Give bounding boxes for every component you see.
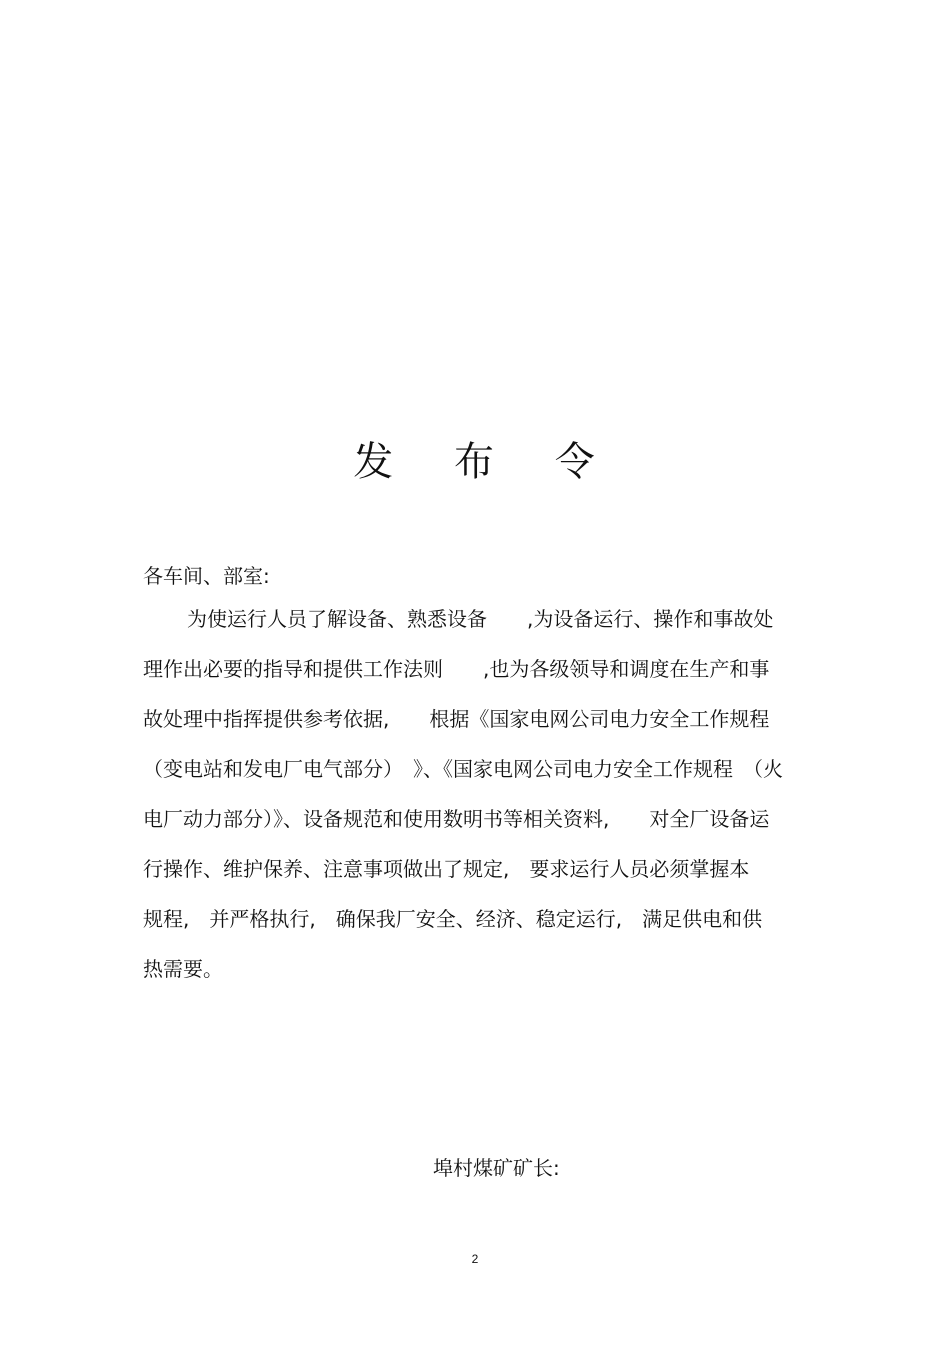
body-line: 为使运行人员了解设备、熟悉设备 ,为设备运行、操作和事故处 [187,607,774,631]
body-line: 规程, 并严格执行, 确保我厂安全、经济、稳定运行, 满足供电和供 [143,907,763,931]
body-line: 电厂动力部分）》、设备规范和使用数明书等相关资料, 对全厂设备运 [143,807,770,831]
body-line: 理作出必要的指导和提供工作法则 ,也为各级领导和调度在生产和事 [143,657,770,681]
page-number: 2 [471,1252,479,1266]
salutation: 各车间、部室: [143,564,270,588]
body-line: 故处理中指挥提供参考依据, 根据《国家电网公司电力安全工作规程 [143,707,770,731]
title-char: 发 [353,439,396,485]
body-line: （变电站和发电厂电气部分） 》、《国家电网公司电力安全工作规程 （火 [143,757,783,781]
title-char: 布 [454,439,496,485]
signature-line: 埠村煤矿矿长: [433,1156,560,1180]
title-char: 令 [554,439,597,485]
body-line: 行操作、维护保养、注意事项做出了规定, 要求运行人员必须掌握本 [143,857,750,881]
body-line: 热需要。 [143,957,223,981]
document-title [0,434,950,490]
